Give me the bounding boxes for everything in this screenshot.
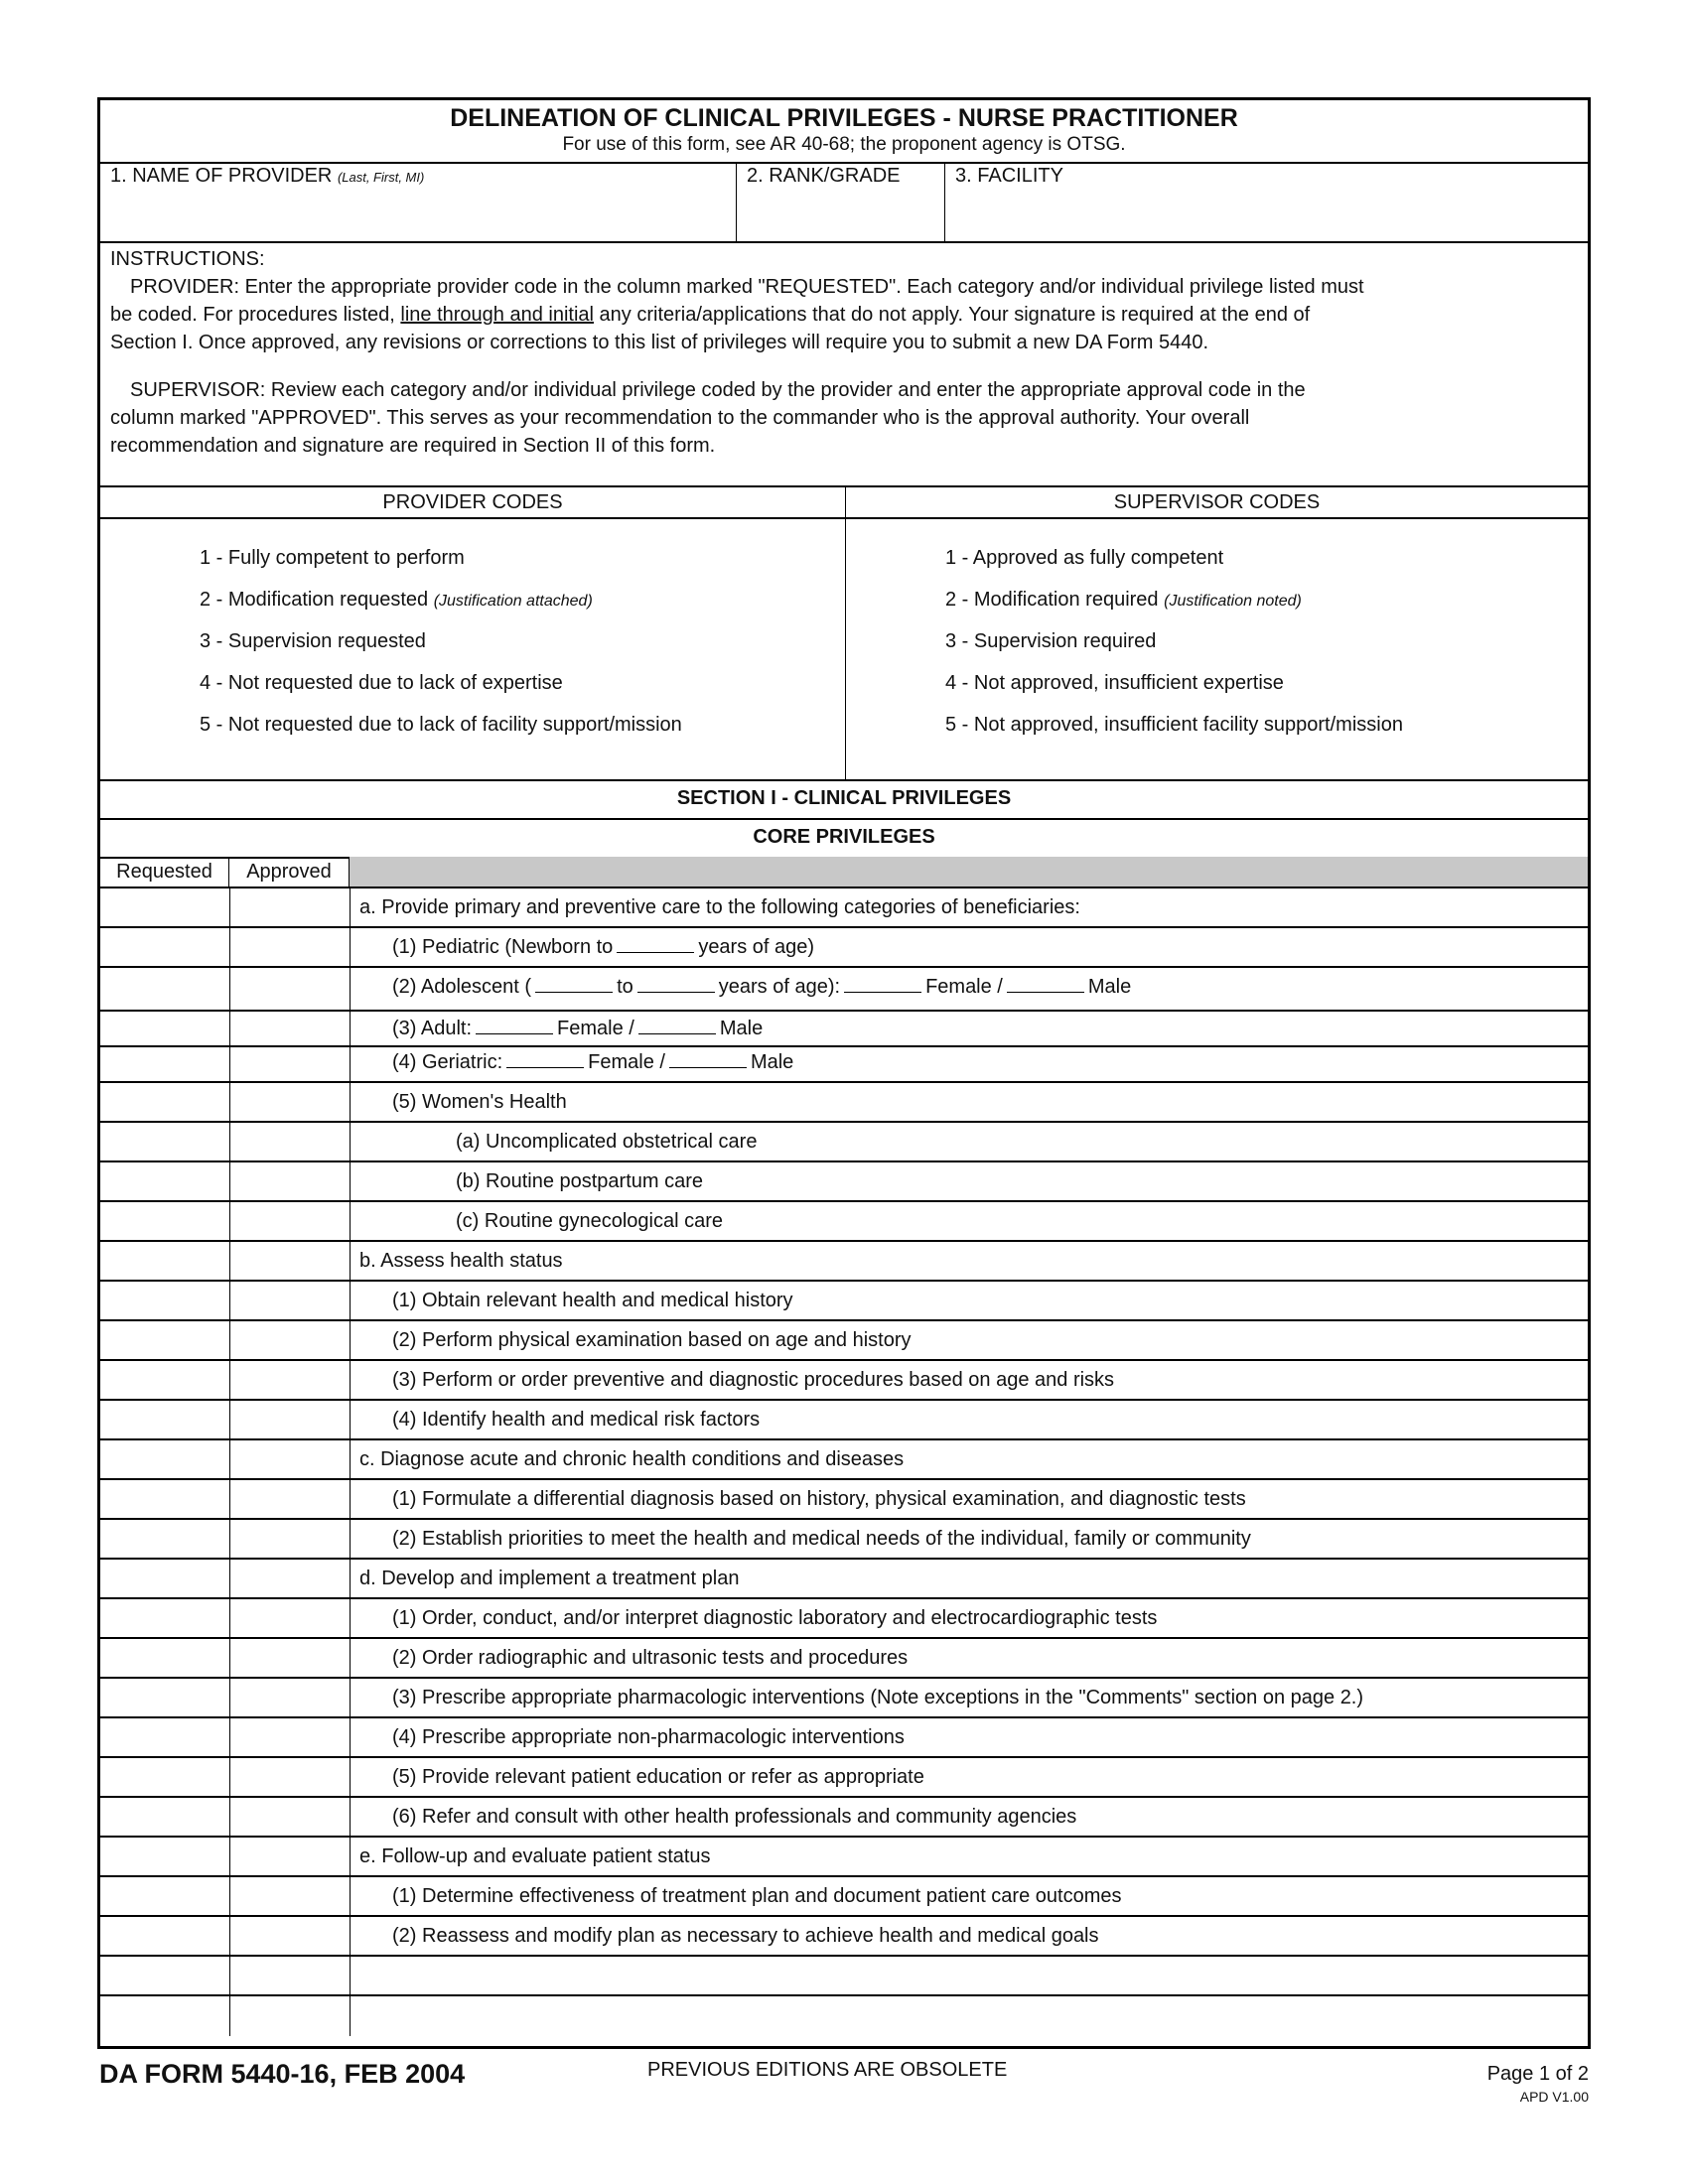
approved-cell[interactable] [229, 1718, 351, 1756]
privilege-text: (4) Geriatric: Female / Male [392, 1051, 794, 1073]
table-row [100, 928, 1588, 968]
privilege-text: (1) Determine effectiveness of treatment plan and document patient care outcomes [392, 1885, 1122, 1907]
approved-cell[interactable] [229, 968, 351, 1010]
table-row [100, 1480, 1588, 1520]
form-subtitle: For use of this form, see AR 40-68; the proponent agency is OTSG. [562, 134, 1126, 155]
provider-instructions-3: Section I. Once approved, any revisions or corrections to this list of privileges will require you to submit a new DA Form 5440. [110, 332, 1209, 353]
table-row [100, 1798, 1588, 1838]
provider-codes-heading: PROVIDER CODES [100, 487, 845, 519]
approved-cell[interactable] [229, 1480, 351, 1518]
table-row [100, 1162, 1588, 1202]
privileges-table [100, 888, 1588, 2036]
requested-cell[interactable] [100, 1282, 230, 1319]
form-footer [99, 2053, 1589, 2113]
privilege-text: (4) Prescribe appropriate non-pharmacologic interventions [392, 1726, 905, 1748]
table-row [100, 1599, 1588, 1639]
privilege-text: (3) Adult: Female / Male [392, 1018, 764, 1039]
provider-code-5: 5 - Not requested due to lack of facility support/mission [200, 714, 682, 736]
privileges-form [97, 97, 1591, 2049]
supervisor-instructions-2: column marked "APPROVED". This serves as your recommendation to the commander who is the approval authority. Your overall [110, 407, 1250, 429]
table-row [100, 1361, 1588, 1401]
table-row [100, 1083, 1588, 1123]
provider-code-4: 4 - Not requested due to lack of expertise [200, 672, 563, 694]
approved-cell[interactable] [229, 1123, 351, 1160]
table-row-blank [100, 1996, 1588, 2036]
table-row [100, 1679, 1588, 1718]
approved-cell[interactable] [229, 1321, 351, 1359]
approved-cell[interactable] [229, 928, 351, 966]
requested-cell[interactable] [100, 1123, 230, 1160]
provider-codes [100, 487, 845, 779]
form-header [100, 100, 1588, 164]
requested-cell[interactable] [100, 1012, 230, 1045]
blank-privilege-cell[interactable] [350, 1996, 1588, 2036]
approved-cell[interactable] [229, 1012, 351, 1045]
privilege-text: (5) Provide relevant patient education or refer as appropriate [392, 1766, 924, 1788]
provider-id-row [100, 162, 1588, 243]
instructions-block [100, 241, 1588, 487]
requested-cell[interactable] [100, 1957, 230, 1994]
requested-cell[interactable] [100, 1480, 230, 1518]
table-row [100, 1321, 1588, 1361]
form-title: DELINEATION OF CLINICAL PRIVILEGES - NURSE PRACTITIONER [450, 104, 1238, 132]
table-row [100, 1282, 1588, 1321]
obsolete-notice: PREVIOUS EDITIONS ARE OBSOLETE [647, 2059, 1008, 2081]
requested-cell[interactable] [100, 1083, 230, 1121]
pediatric-age-blank[interactable] [617, 934, 694, 953]
adolescent-age-from-blank[interactable] [535, 974, 613, 993]
approved-cell[interactable] [229, 1242, 351, 1280]
requested-cell[interactable] [100, 888, 230, 926]
name-hint: (Last, First, MI) [337, 170, 425, 185]
approved-cell[interactable] [229, 1917, 351, 1955]
privilege-text: a. Provide primary and preventive care to the following categories of beneficiaries: [359, 896, 1080, 918]
facility-label: 3. FACILITY [955, 165, 1063, 187]
privilege-text: (b) Routine postpartum care [456, 1170, 704, 1192]
supervisor-code-3: 3 - Supervision required [945, 630, 1157, 652]
privilege-text: e. Follow-up and evaluate patient status [359, 1845, 711, 1867]
requested-cell[interactable] [100, 1401, 230, 1438]
table-row [100, 1917, 1588, 1957]
privilege-text: (1) Formulate a differential diagnosis based on history, physical examination, and diagnostic tests [392, 1488, 1246, 1510]
requested-cell[interactable] [100, 1242, 230, 1280]
requested-cell[interactable] [100, 1996, 230, 2036]
table-row [100, 1440, 1588, 1480]
header-shading [350, 857, 1588, 887]
page-number: Page 1 of 2 [1486, 2063, 1589, 2085]
table-row [100, 1877, 1588, 1917]
table-row [100, 1560, 1588, 1599]
table-row [100, 1639, 1588, 1679]
supervisor-code-4: 4 - Not approved, insufficient expertise [945, 672, 1284, 694]
requested-cell[interactable] [100, 1758, 230, 1796]
facility-field[interactable] [944, 162, 1588, 241]
table-row [100, 968, 1588, 1012]
codes-section [100, 487, 1588, 781]
version-label: APD V1.00 [1519, 2089, 1589, 2105]
provider-code-2: 2 - Modification requested (Justification attached) [200, 589, 593, 611]
approved-cell[interactable] [229, 1996, 351, 2036]
approved-cell[interactable] [229, 1758, 351, 1796]
requested-cell[interactable] [100, 1440, 230, 1478]
geriatric-female-blank[interactable] [506, 1049, 584, 1068]
privilege-text: (3) Prescribe appropriate pharmacologic interventions (Note exceptions in the "Comments" section on page 2.) [392, 1687, 1364, 1708]
approved-cell[interactable] [229, 888, 351, 926]
approved-cell[interactable] [229, 1162, 351, 1200]
privilege-text: (c) Routine gynecological care [456, 1210, 724, 1232]
section-title: SECTION I - CLINICAL PRIVILEGES [100, 779, 1588, 820]
supervisor-code-2: 2 - Modification required (Justification noted) [945, 589, 1302, 611]
requested-cell[interactable] [100, 1599, 230, 1637]
approved-cell[interactable] [229, 1083, 351, 1121]
supervisor-code-1: 1 - Approved as fully competent [945, 547, 1224, 569]
provider-code-3: 3 - Supervision requested [200, 630, 426, 652]
column-headers [100, 857, 1588, 888]
approved-cell[interactable] [229, 1599, 351, 1637]
privilege-text: (2) Adolescent ( to years of age): Female / Male [392, 976, 1132, 998]
core-privileges-title: CORE PRIVILEGES [100, 818, 1588, 859]
requested-cell[interactable] [100, 1047, 230, 1081]
approved-cell[interactable] [229, 1877, 351, 1915]
table-row [100, 888, 1588, 928]
requested-cell[interactable] [100, 1162, 230, 1200]
table-row [100, 1838, 1588, 1877]
privilege-text: c. Diagnose acute and chronic health conditions and diseases [359, 1448, 905, 1470]
table-row [100, 1047, 1588, 1083]
privilege-text: d. Develop and implement a treatment plan [359, 1568, 740, 1589]
table-row [100, 1758, 1588, 1798]
privilege-text: (2) Perform physical examination based on age and history [392, 1329, 912, 1351]
table-row [100, 1202, 1588, 1242]
privilege-text: (1) Pediatric (Newborn to years of age) [392, 936, 815, 958]
table-row [100, 1123, 1588, 1162]
requested-cell[interactable] [100, 1679, 230, 1716]
approved-cell[interactable] [229, 1838, 351, 1875]
adolescent-female-blank[interactable] [844, 974, 921, 993]
requested-cell[interactable] [100, 968, 230, 1010]
approved-cell[interactable] [229, 1679, 351, 1716]
adolescent-age-to-blank[interactable] [637, 974, 715, 993]
blank-privilege-cell[interactable] [350, 1957, 1588, 1994]
privilege-text: (1) Obtain relevant health and medical history [392, 1290, 793, 1311]
approved-cell[interactable] [229, 1520, 351, 1558]
privilege-text: (6) Refer and consult with other health professionals and community agencies [392, 1806, 1077, 1828]
requested-cell[interactable] [100, 1361, 230, 1399]
requested-column-header: Requested [100, 857, 229, 887]
privilege-text: (1) Order, conduct, and/or interpret diagnostic laboratory and electrocardiographic tests [392, 1607, 1158, 1629]
approved-cell[interactable] [229, 1401, 351, 1438]
approved-column-header: Approved [229, 857, 350, 887]
provider-instructions-1: PROVIDER: Enter the appropriate provider code in the column marked "REQUESTED". Each category and/or individual privilege listed must [130, 276, 1364, 298]
requested-cell[interactable] [100, 1838, 230, 1875]
privilege-text: (a) Uncomplicated obstetrical care [456, 1131, 758, 1153]
adult-male-blank[interactable] [638, 1016, 716, 1034]
requested-cell[interactable] [100, 1718, 230, 1756]
privilege-text: b. Assess health status [359, 1250, 563, 1272]
name-label: 1. NAME OF PROVIDER [110, 165, 333, 187]
table-row [100, 1718, 1588, 1758]
requested-cell[interactable] [100, 1520, 230, 1558]
approved-cell[interactable] [229, 1202, 351, 1240]
requested-cell[interactable] [100, 1639, 230, 1677]
privilege-text: (2) Order radiographic and ultrasonic tests and procedures [392, 1647, 909, 1669]
requested-cell[interactable] [100, 928, 230, 966]
geriatric-male-blank[interactable] [669, 1049, 747, 1068]
table-row [100, 1520, 1588, 1560]
form-id: DA FORM 5440-16, FEB 2004 [99, 2059, 466, 2089]
name-of-provider-field[interactable] [100, 162, 736, 241]
provider-code-1: 1 - Fully competent to perform [200, 547, 465, 569]
table-row [100, 1401, 1588, 1440]
adolescent-male-blank[interactable] [1007, 974, 1084, 993]
approved-cell[interactable] [229, 1957, 351, 1994]
requested-cell[interactable] [100, 1877, 230, 1915]
privilege-text: (2) Establish priorities to meet the health and medical needs of the individual, family or community [392, 1528, 1251, 1550]
instructions-title: INSTRUCTIONS: [110, 248, 265, 270]
provider-instructions-2: be coded. For procedures listed, line through and initial any criteria/applications that do not apply. Your signature is required at the end of [110, 304, 1311, 326]
supervisor-codes-heading: SUPERVISOR CODES [846, 487, 1588, 519]
privilege-text: (3) Perform or order preventive and diagnostic procedures based on age and risks [392, 1369, 1115, 1391]
supervisor-code-5: 5 - Not approved, insufficient facility support/mission [945, 714, 1403, 736]
requested-cell[interactable] [100, 1321, 230, 1359]
requested-cell[interactable] [100, 1798, 230, 1836]
supervisor-instructions-3: recommendation and signature are required in Section II of this form. [110, 435, 716, 457]
requested-cell[interactable] [100, 1560, 230, 1597]
privilege-text: (5) Women's Health [392, 1091, 567, 1113]
table-row-blank [100, 1957, 1588, 1996]
approved-cell[interactable] [229, 1440, 351, 1478]
adult-female-blank[interactable] [476, 1016, 553, 1034]
approved-cell[interactable] [229, 1282, 351, 1319]
approved-cell[interactable] [229, 1798, 351, 1836]
supervisor-instructions-1: SUPERVISOR: Review each category and/or individual privilege coded by the provider and enter the appropriate approval code in the [130, 379, 1306, 401]
privilege-text: (4) Identify health and medical risk factors [392, 1409, 761, 1431]
approved-cell[interactable] [229, 1639, 351, 1677]
table-row [100, 1242, 1588, 1282]
approved-cell[interactable] [229, 1560, 351, 1597]
privilege-text: (2) Reassess and modify plan as necessary to achieve health and medical goals [392, 1925, 1099, 1947]
approved-cell[interactable] [229, 1361, 351, 1399]
table-row [100, 1012, 1588, 1047]
rank-grade-field[interactable] [736, 162, 944, 241]
approved-cell[interactable] [229, 1047, 351, 1081]
requested-cell[interactable] [100, 1917, 230, 1955]
supervisor-codes [845, 487, 1588, 779]
requested-cell[interactable] [100, 1202, 230, 1240]
rank-label: 2. RANK/GRADE [747, 165, 901, 187]
